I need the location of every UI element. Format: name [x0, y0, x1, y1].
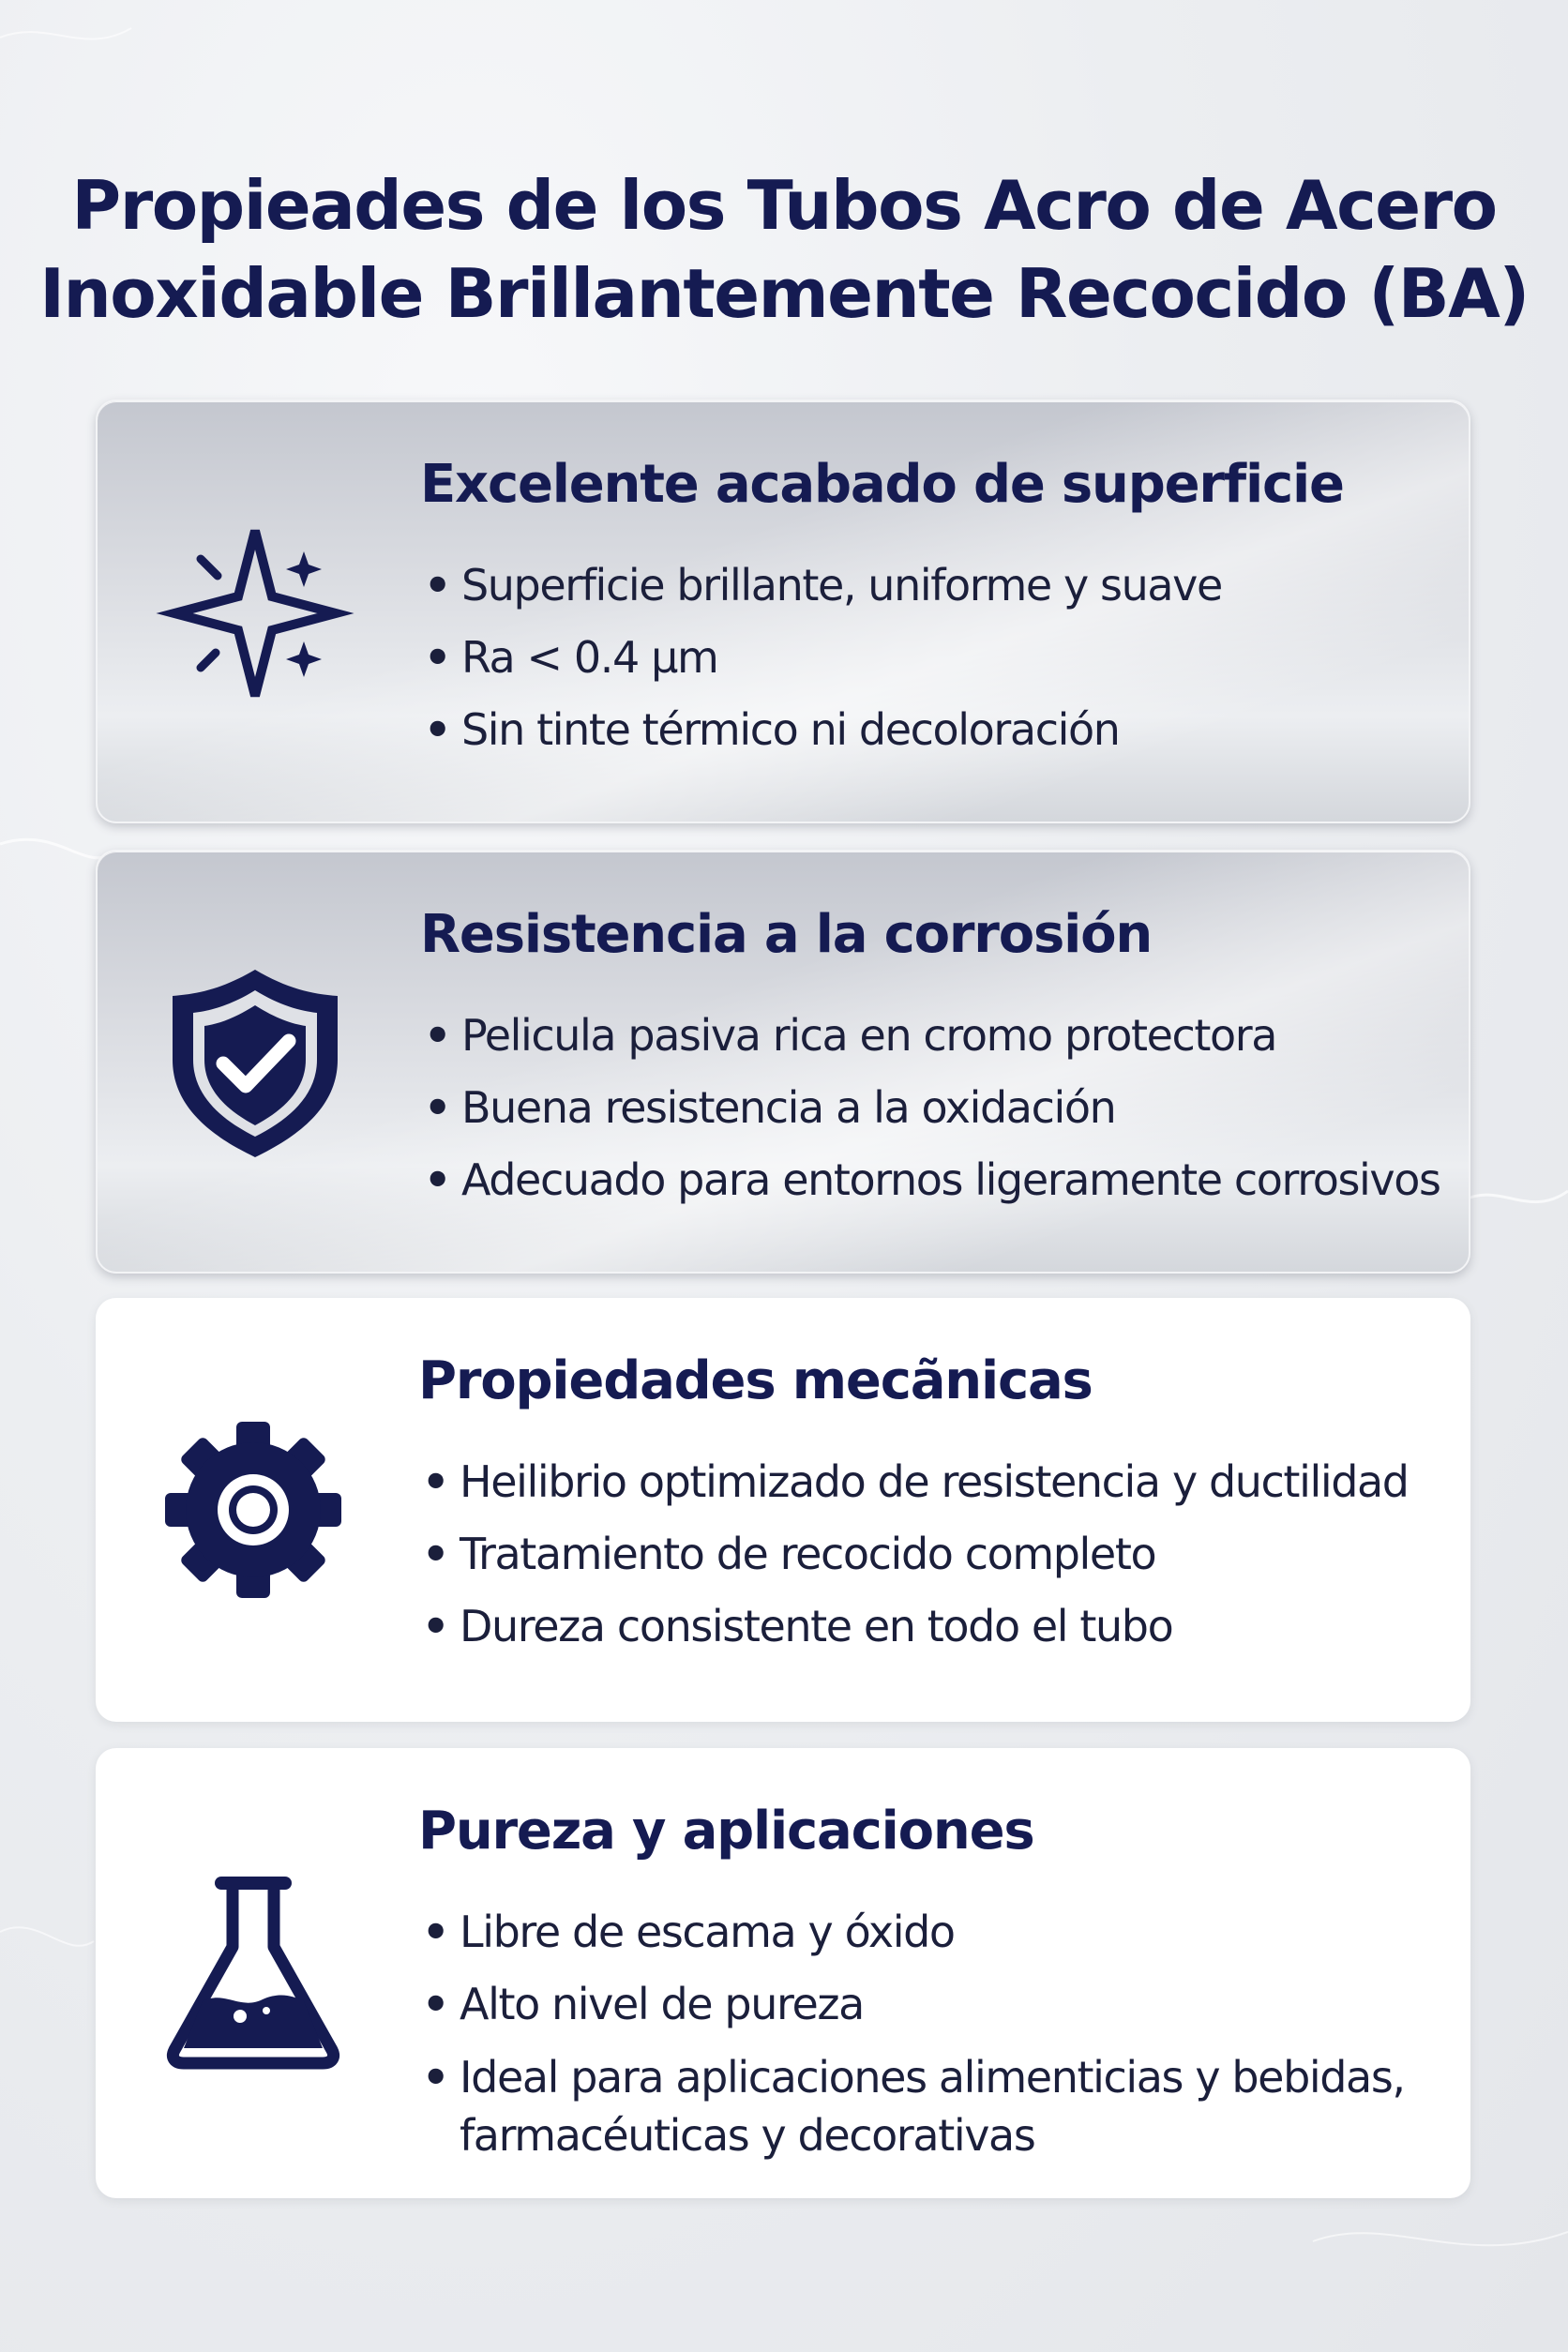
list-item [418, 1591, 1409, 1663]
list-item-text: Tratamiento de recocido completo [460, 1529, 1156, 1579]
bullet-dot: • [424, 1154, 451, 1205]
card-surface-finish [96, 400, 1470, 823]
sparkle-icon [152, 510, 358, 716]
list-item-text: Dureza consistente en todo el tubo [460, 1601, 1173, 1651]
list-item-text: Heilibrio optimizado de resistencia y ductilidad [460, 1456, 1409, 1507]
list-item-text: Alto nivel de pureza [460, 1979, 864, 2029]
list-item-text: Superficie brillante, uniforme y suave [461, 560, 1222, 611]
bullet-dot: • [422, 1456, 449, 1507]
list-item-text: Adecuado para entornos ligeramente corrosivos [461, 1154, 1440, 1205]
bullet-dot: • [422, 1907, 449, 1957]
card-heading: Pureza y aplicaciones [418, 1801, 1034, 1862]
list-item [418, 1518, 1409, 1591]
list-item [420, 622, 1222, 694]
list-item [420, 694, 1222, 766]
bullet-dot: • [424, 632, 451, 683]
flask-icon [150, 1870, 356, 2076]
list-item [420, 1000, 1440, 1072]
list-item [420, 1144, 1440, 1216]
bullet-dot: • [422, 1601, 449, 1651]
list-item-text: Pelicula pasiva rica en cromo protectora [461, 1010, 1277, 1061]
page-title-line-1: Propieades de los Tubos Acro de Acero [71, 166, 1497, 245]
card-mechanical-properties [96, 1298, 1470, 1722]
bullet-dot: • [424, 1010, 451, 1061]
bullet-dot: • [424, 1082, 451, 1133]
page-title-line-2: Inoxidable Brillantemente Recocido (BA) [39, 254, 1529, 333]
card-heading: Resistencia a la corrosión [420, 904, 1153, 965]
bullet-dot: • [424, 560, 451, 611]
gear-icon [150, 1407, 356, 1613]
list-item [420, 1072, 1440, 1144]
card-corrosion-resistance [96, 850, 1470, 1274]
bullet-list [420, 550, 1222, 766]
list-item-text: Buena resistencia a la oxidación [461, 1082, 1116, 1133]
bullet-dot: • [422, 1529, 449, 1579]
list-item-text: Ra < 0.4 µm [461, 632, 718, 683]
list-item-text: Libre de escama y óxido [460, 1907, 955, 1957]
bullet-dot: • [422, 1979, 449, 2029]
bullet-list [420, 1000, 1440, 1216]
card-purity-applications [96, 1748, 1470, 2198]
list-item-text: Sin tinte térmico ni decoloración [461, 704, 1120, 755]
card-heading: Excelente acabado de superficie [420, 454, 1344, 515]
shield-check-icon [152, 957, 358, 1163]
bullet-dot: • [422, 2052, 449, 2103]
list-item [418, 1446, 1409, 1518]
bullet-list [418, 1446, 1409, 1663]
list-item-text: Ideal para aplicaciones alimenticias y bebidas, farmacéuticas y decorativas [460, 2052, 1405, 2161]
bullet-list [418, 1896, 1472, 2164]
bullet-dot: • [424, 704, 451, 755]
page-title [0, 161, 1568, 338]
list-item [418, 1968, 1472, 2041]
card-heading: Propiedades mecãnicas [418, 1350, 1093, 1411]
list-item [420, 550, 1222, 622]
list-item [418, 1896, 1472, 1968]
list-item [418, 2041, 1472, 2164]
